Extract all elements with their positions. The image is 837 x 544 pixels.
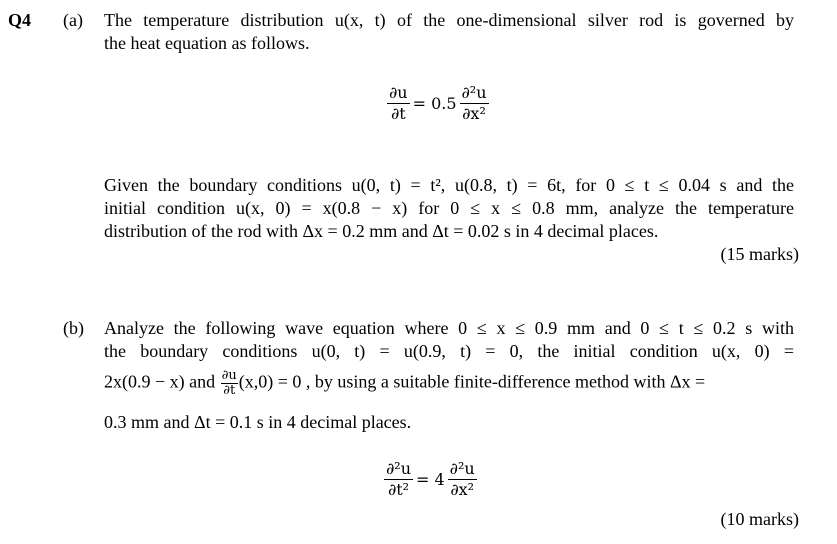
wave-eq-rhs-den: ∂x²	[450, 480, 475, 499]
part-b-line-3	[104, 369, 705, 398]
wave-eq-lhs-fraction	[384, 460, 413, 499]
part-a-label: (a)	[63, 10, 83, 30]
wave-eq-operator: = 4	[416, 469, 445, 489]
part-a-line-2: the heat equation as follows.	[104, 33, 310, 53]
question-number: Q4	[8, 10, 32, 30]
part-b-line-3-post: (x,0) = 0 , by using a suitable finite-difference method with Δx =	[238, 371, 706, 392]
wave-eq-rhs-num: ∂²u	[449, 459, 475, 478]
part-a-marks: (15 marks)	[720, 244, 799, 264]
part-a-line-1: The temperature distribution u(x, t) of the one-dimensional silver rod is governed by	[104, 10, 794, 30]
heat-eq-rhs-num: ∂²u	[461, 83, 487, 102]
part-b-line-3-pre: 2x(0.9 − x) and	[104, 371, 216, 392]
part-b-line-1: Analyze the following wave equation where 0 ≤ x ≤ 0.9 mm and 0 ≤ t ≤ 0.2 s with	[104, 318, 794, 338]
wave-eq-rhs-fraction	[448, 460, 477, 499]
part-b-inline-frac-num: ∂u	[221, 368, 237, 383]
part-b-line-2: the boundary conditions u(0, t) = u(0.9, t) = 0, the initial condition u(x, 0) =	[104, 341, 794, 361]
heat-eq-lhs-fraction	[387, 84, 410, 123]
wave-equation	[383, 460, 478, 499]
part-b-inline-fraction	[221, 369, 238, 398]
heat-eq-lhs-num: ∂u	[389, 83, 408, 102]
heat-equation	[386, 84, 490, 123]
part-b-line-4: 0.3 mm and Δt = 0.1 s in 4 decimal places.	[104, 412, 412, 432]
part-a-line-4: initial condition u(x, 0) = x(0.8 − x) for 0 ≤ x ≤ 0.8 mm, analyze the temperature	[104, 198, 794, 218]
heat-eq-rhs-fraction	[460, 84, 489, 123]
part-b-inline-frac-den: ∂t	[223, 383, 236, 398]
part-a-line-3: Given the boundary conditions u(0, t) = t², u(0.8, t) = 6t, for 0 ≤ t ≤ 0.04 s and the	[104, 175, 794, 195]
wave-eq-lhs-den: ∂t²	[387, 480, 410, 499]
heat-eq-operator: = 0.5	[412, 93, 457, 113]
part-a-line-5: distribution of the rod with Δx = 0.2 mm and Δt = 0.02 s in 4 decimal places.	[104, 221, 659, 241]
heat-eq-lhs-den: ∂t	[390, 104, 406, 123]
part-b-marks: (10 marks)	[720, 509, 799, 529]
heat-eq-rhs-den: ∂x²	[462, 104, 486, 123]
wave-eq-lhs-num: ∂²u	[386, 459, 411, 478]
part-b-label: (b)	[63, 318, 84, 338]
